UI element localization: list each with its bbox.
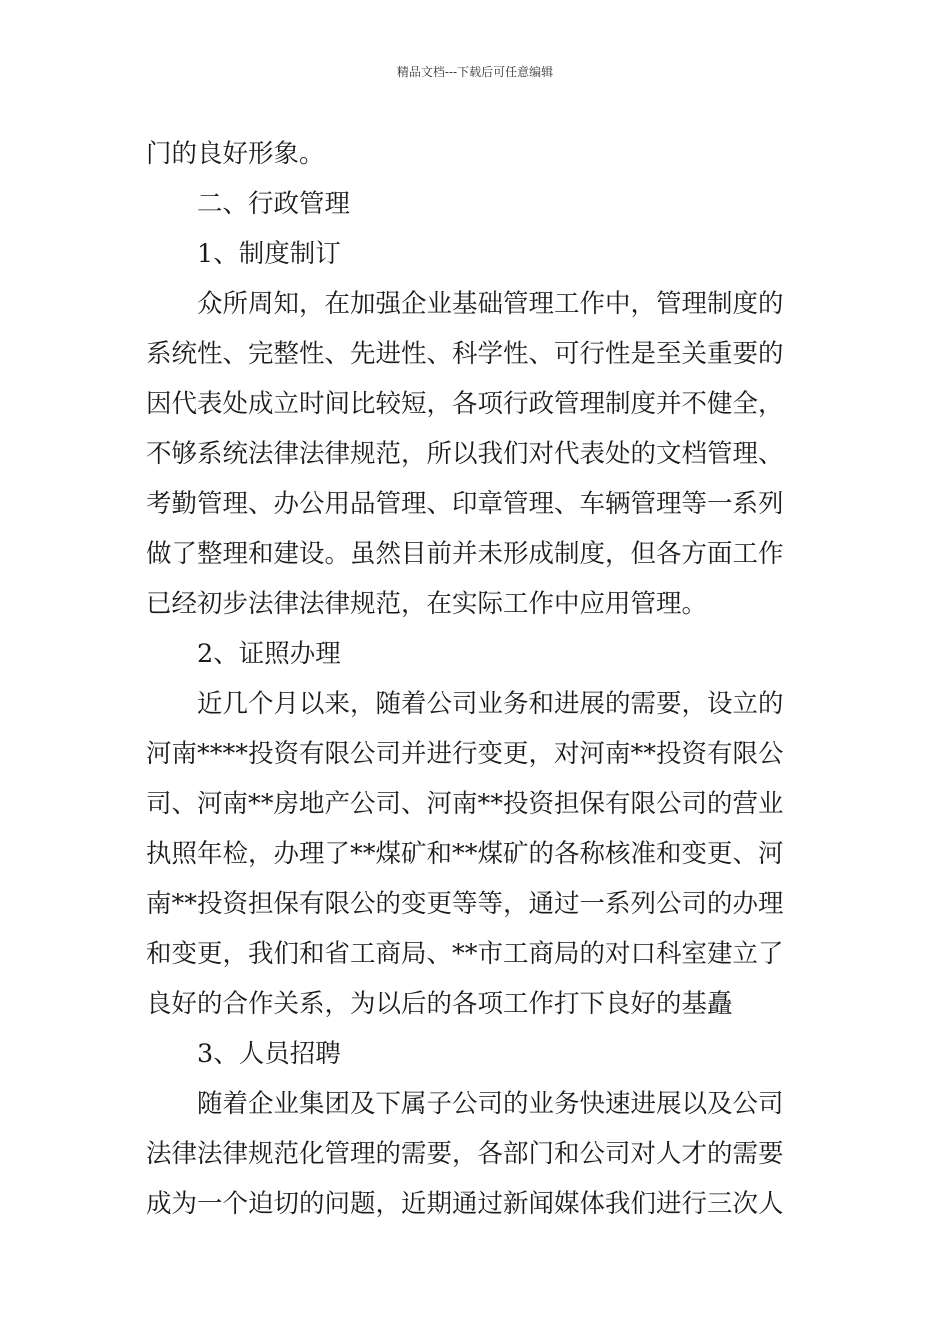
paragraph-line: 众所周知，在加强企业基础管理工作中，管理制度的 [197,289,784,319]
paragraph-line: 成为一个迫切的问题，近期通过新闻媒体我们进行三次人 [146,1189,784,1219]
subsection-heading: 3、人员招聘 [197,1039,341,1069]
page-header: 精品文档---下载后可任意编辑 [396,65,554,79]
paragraph-line: 司、河南**房地产公司、河南**投资担保有限公司的营业 [146,789,784,819]
subsection-heading: 1、制度制订 [197,239,341,269]
subsection-heading: 2、证照办理 [197,639,341,669]
paragraph-line: 做了整理和建设。虽然目前并未形成制度，但各方面工作 [146,539,784,569]
paragraph-line: 南**投资担保有限公的变更等等，通过一系列公司的办理 [146,889,784,919]
paragraph-line: 近几个月以来，随着公司业务和进展的需要，设立的 [197,689,784,719]
paragraph-line: 随着企业集团及下属子公司的业务快速进展以及公司 [197,1089,784,1119]
paragraph-line: 执照年检，办理了**煤矿和**煤矿的各称核准和变更、河 [146,839,784,869]
paragraph-line: 河南****投资有限公司并进行变更，对河南**投资有限公 [146,739,784,769]
document-body [146,129,806,1229]
paragraph-line: 良好的合作关系，为以后的各项工作打下良好的基矗 [146,989,733,1019]
section-heading: 二、行政管理 [197,189,351,219]
paragraph-line: 法律法律规范化管理的需要，各部门和公司对人才的需要 [146,1139,784,1169]
paragraph-line: 门的良好形象。 [146,139,325,169]
paragraph-line: 因代表处成立时间比较短，各项行政管理制度并不健全， [146,389,784,419]
paragraph-line: 不够系统法律法律规范，所以我们对代表处的文档管理、 [146,439,784,469]
paragraph-line: 已经初步法律法律规范，在实际工作中应用管理。 [146,589,708,619]
paragraph-line: 系统性、完整性、先进性、科学性、可行性是至关重要的 [146,339,784,369]
paragraph-line: 和变更，我们和省工商局、**市工商局的对口科室建立了 [146,939,784,969]
paragraph-line: 考勤管理、办公用品管理、印章管理、车辆管理等一系列 [146,489,784,519]
